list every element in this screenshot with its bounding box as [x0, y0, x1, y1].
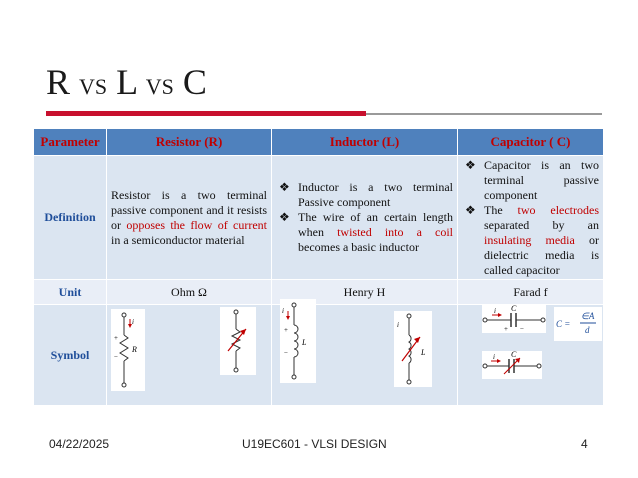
svg-text:C: C: [511, 351, 517, 359]
inductor-unit: Henry H: [272, 280, 458, 305]
header-resistor: Resistor (R): [107, 129, 272, 156]
variable-inductor-symbol-icon: [394, 311, 432, 387]
title-r: R: [46, 62, 71, 102]
capacitor-unit: Farad f: [458, 280, 604, 305]
svg-text:C =: C =: [556, 319, 571, 329]
header-inductor: Inductor (L): [272, 129, 458, 156]
list-item: ❖ The two electrodes separated by an insulating media or dielectric media is called capacitor: [465, 203, 600, 277]
comparison-table: [33, 128, 604, 406]
slide-title: [46, 62, 207, 107]
svg-text:L: L: [421, 348, 426, 357]
variable-resistor-symbol-icon: [220, 307, 256, 375]
svg-text:i: i: [493, 353, 495, 361]
capacitor-symbols: [458, 305, 604, 406]
svg-text:L: L: [302, 338, 307, 347]
title-underline-gray: [366, 113, 602, 115]
list-item: ❖ The wire of an certain length when twisted into a coil becomes a basic inductor: [279, 210, 453, 254]
inductor-symbols: [272, 305, 458, 406]
resistor-symbol-icon: [111, 309, 145, 391]
title-c: C: [182, 62, 207, 102]
diamond-bullet-icon: ❖: [465, 158, 476, 172]
diamond-bullet-icon: ❖: [279, 210, 290, 224]
title-vs-2: VS: [145, 74, 174, 99]
svg-text:−: −: [284, 349, 288, 357]
capacitor-definition: [458, 156, 604, 280]
definition-label: Definition: [34, 156, 107, 280]
title-l: L: [116, 62, 137, 102]
diamond-bullet-icon: ❖: [465, 203, 476, 217]
diamond-bullet-icon: ❖: [279, 180, 290, 194]
footer-date: 04/22/2025: [49, 437, 110, 451]
list-item: ❖ Inductor is a two terminal Passive component: [279, 180, 453, 209]
capacitance-formula: [554, 307, 602, 341]
resistor-symbols: [107, 305, 272, 406]
header-parameter: Parameter: [34, 129, 107, 156]
unit-label: Unit: [34, 280, 107, 305]
svg-text:−: −: [114, 353, 118, 361]
title-underline-red: [46, 111, 366, 116]
svg-text:+: +: [284, 326, 288, 334]
svg-text:d: d: [585, 325, 590, 335]
footer-course: U19EC601 - VLSI DESIGN: [242, 437, 387, 451]
svg-text:R: R: [132, 345, 137, 354]
inductor-symbol-icon: [280, 299, 316, 383]
svg-text:i: i: [494, 307, 496, 315]
svg-text:C: C: [511, 305, 517, 313]
svg-text:i: i: [282, 307, 284, 315]
header-capacitor: Capacitor ( C): [458, 129, 604, 156]
symbol-label: Symbol: [34, 305, 107, 406]
title-vs-1: VS: [79, 74, 108, 99]
footer-page-number: 4: [581, 437, 588, 451]
list-item: ❖ Capacitor is an two terminal passive component: [465, 158, 599, 202]
inductor-definition: [272, 156, 458, 280]
capacitor-symbol-icon: [482, 305, 546, 333]
svg-text:i: i: [397, 321, 399, 329]
unit-row: [34, 280, 604, 305]
header-row: [34, 129, 604, 156]
resistor-unit: Ohm Ω: [107, 280, 272, 305]
symbol-row: [34, 305, 604, 406]
definition-row: [34, 156, 604, 280]
variable-capacitor-symbol-icon: [482, 351, 542, 379]
svg-text:+: +: [504, 325, 508, 333]
svg-text:∈A: ∈A: [581, 311, 595, 321]
svg-text:i: i: [132, 318, 134, 326]
svg-text:−: −: [520, 325, 524, 333]
resistor-definition: Resistor is a two terminal passive component and it resists or opposes the flow of current in a semiconductor material: [107, 156, 272, 280]
svg-text:+: +: [114, 334, 118, 342]
